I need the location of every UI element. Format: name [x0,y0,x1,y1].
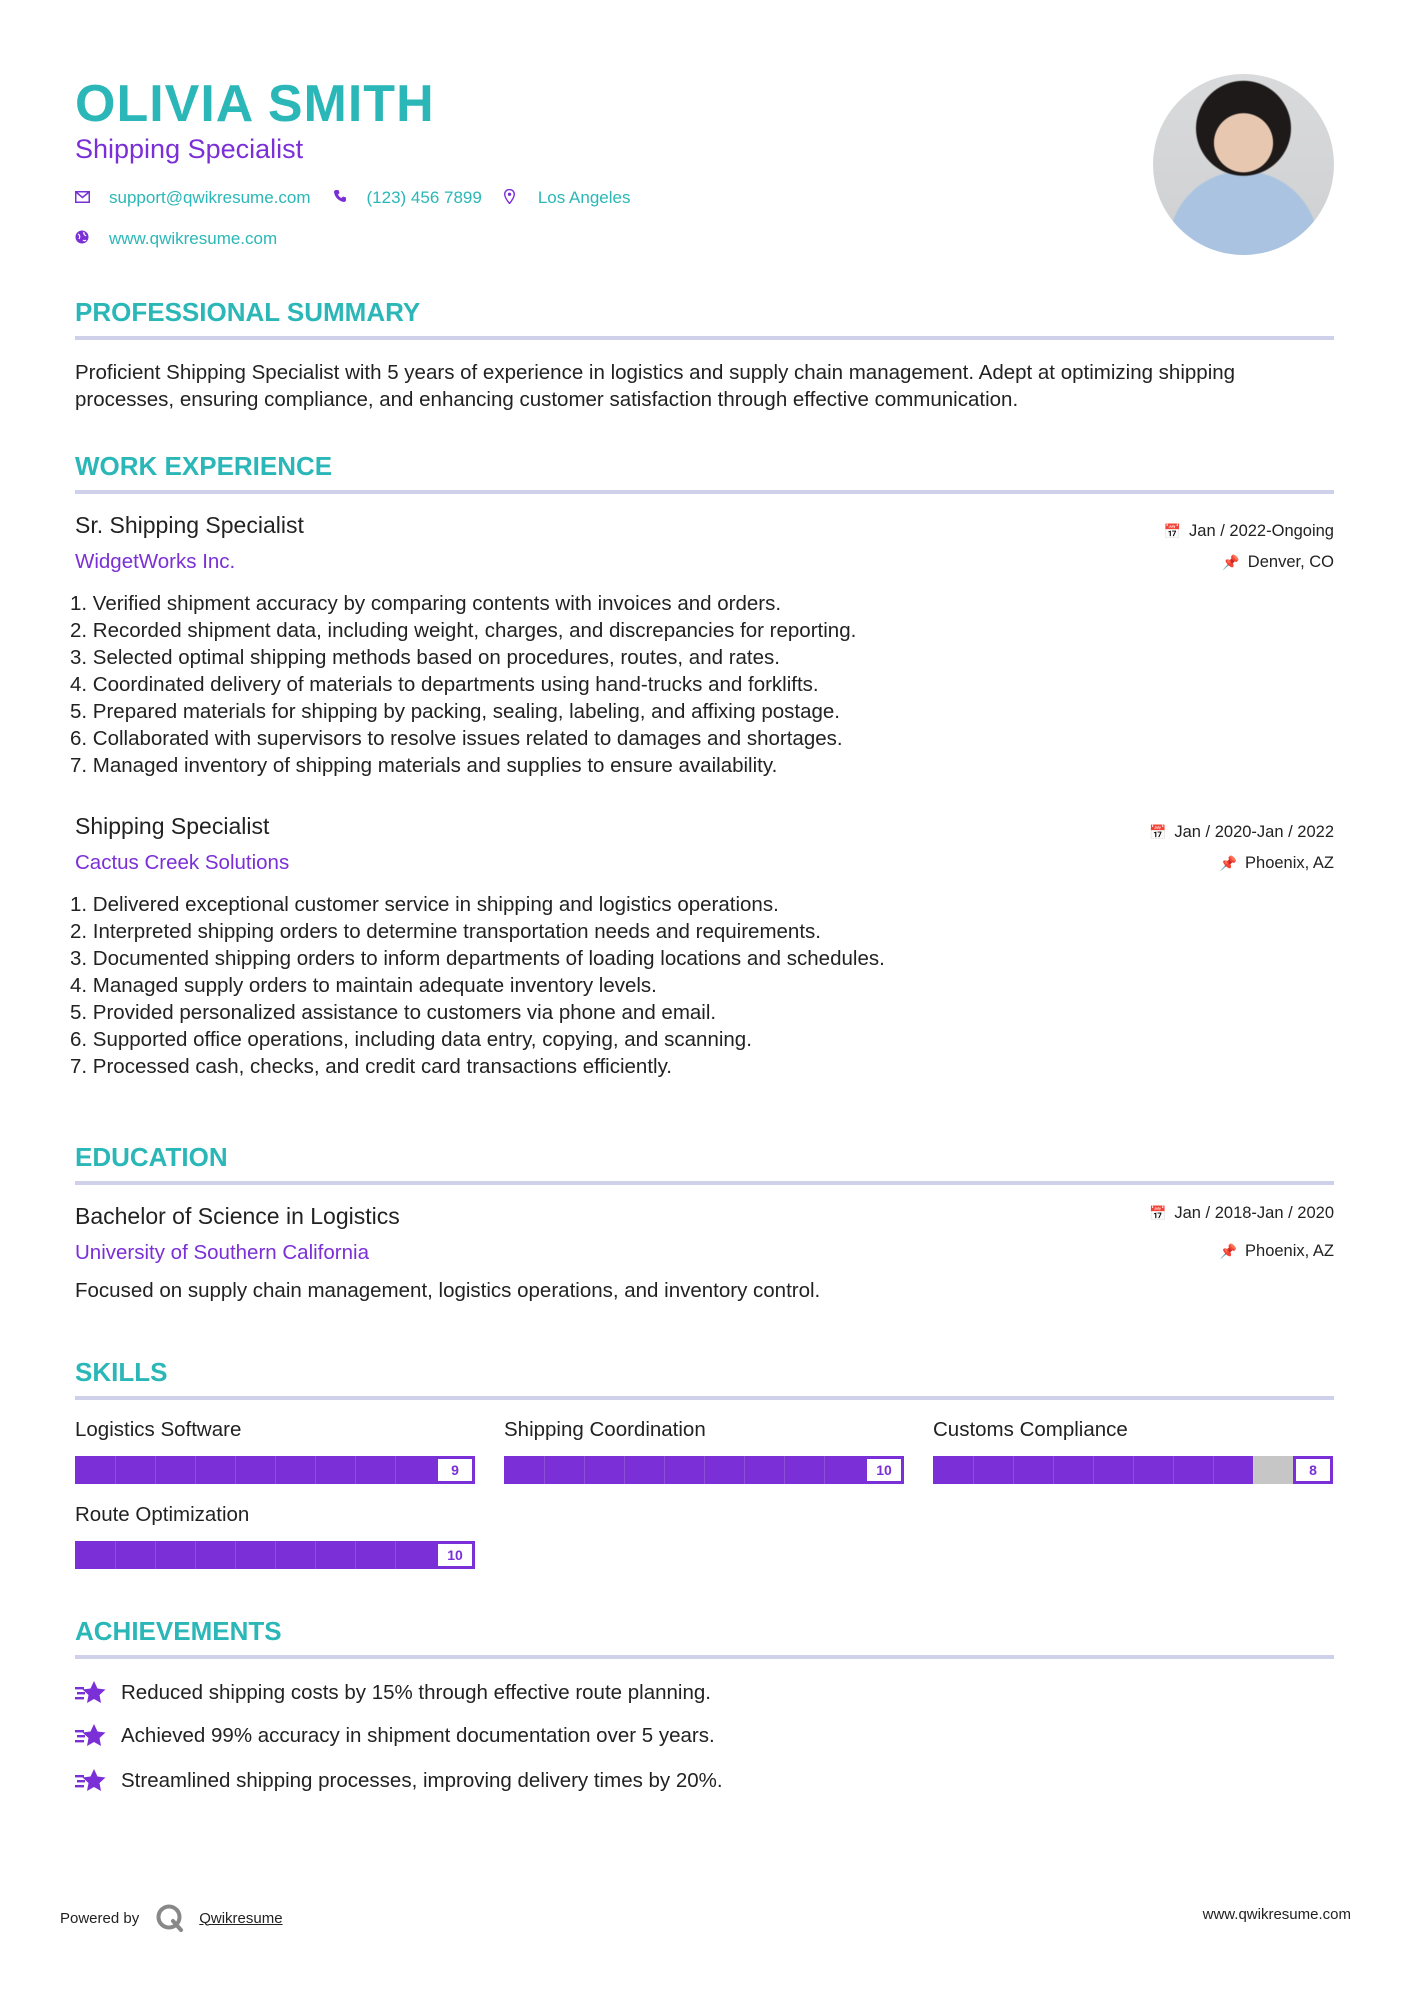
education-description: Focused on supply chain management, logistics operations, and inventory control. [75,1279,821,1302]
job-title: Sr. Shipping Specialist [75,512,304,538]
location-text: Los Angeles [537,188,631,207]
star-icon [75,1680,107,1706]
skill-bar-segment [1213,1456,1214,1484]
list-item: 5. Provided personalized assistance to customers via phone and email. [70,1001,717,1024]
calendar-icon: 📅 [1163,523,1182,539]
skill-bar-segment [624,1456,625,1484]
skills-heading: SKILLS [75,1357,168,1387]
skill-bar-segment [784,1456,785,1484]
skill-bar-segment [1053,1456,1054,1484]
list-item: 4. Coordinated delivery of materials to departments using hand-trucks and forklifts. [70,673,819,696]
skill-bar-segment [315,1541,316,1569]
contact-row [75,188,652,208]
summary-heading: PROFESSIONAL SUMMARY [75,297,421,327]
skill-bar-fill [75,1456,435,1484]
star-icon [75,1768,107,1794]
skill-bar-segment [395,1541,396,1569]
skill-bar [933,1456,1333,1484]
skill-name: Customs Compliance [933,1418,1128,1441]
phone-text: (123) 456 7899 [366,188,482,207]
section-divider [75,1181,1334,1185]
job-location-text: Phoenix, AZ [1245,854,1334,872]
skill-bar-segment [1093,1456,1094,1484]
footer-website-link[interactable]: www.qwikresume.com [1202,1906,1351,1923]
pushpin-icon: 📌 [1219,855,1238,871]
skill-name: Logistics Software [75,1418,242,1441]
section-divider [75,336,1334,340]
skill-score: 8 [1293,1456,1333,1484]
powered-by-label: Powered by [60,1909,140,1927]
job-duties [70,891,885,1080]
skill-name: Shipping Coordination [504,1418,706,1441]
list-item: 6. Collaborated with supervisors to resolve issues related to damages and shortages. [70,727,843,750]
candidate-role: Shipping Specialist [75,134,304,164]
list-item: 1. Delivered exceptional customer service in shipping and logistics operations. [70,893,779,916]
job-company: WidgetWorks Inc. [75,550,236,573]
achievement-text: Achieved 99% accuracy in shipment documentation over 5 years. [121,1724,715,1747]
education-location-text: Phoenix, AZ [1245,1242,1334,1260]
footer-brand-link[interactable]: Qwikresume [199,1909,283,1927]
list-item: 7. Managed inventory of shipping materials and supplies to ensure availability. [70,754,778,777]
skill-bar-segment [115,1456,116,1484]
skill-bar-segment [115,1541,116,1569]
skill-bar-segment [235,1456,236,1484]
skill-bar-segment [355,1456,356,1484]
section-divider [75,490,1334,494]
skill-bar-segment [664,1456,665,1484]
skill-bar-segment [195,1456,196,1484]
job-company: Cactus Creek Solutions [75,851,290,874]
degree-title: Bachelor of Science in Logistics [75,1203,400,1229]
pushpin-icon: 📌 [1222,554,1240,570]
section-divider [75,1396,1334,1400]
skill-bar-segment [1133,1456,1134,1484]
achievement-text: Reduced shipping costs by 15% through effective route planning. [121,1681,711,1704]
globe-icon [75,230,95,248]
calendar-icon: 📅 [1148,824,1167,840]
email-icon [75,190,95,207]
job-dates-text: Jan / 2022-Ongoing [1189,522,1334,540]
list-item: 2. Recorded shipment data, including weight, charges, and discrepancies for reporting. [70,619,857,642]
skill-bar-segment [275,1456,276,1484]
skill-bar-segment [1253,1456,1254,1484]
skill-name: Route Optimization [75,1503,250,1526]
skill-bar-segment [315,1456,316,1484]
list-item: 7. Processed cash, checks, and credit card transactions efficiently. [70,1055,673,1078]
profile-photo [1153,74,1334,255]
job-location [1222,553,1334,572]
location-pin-icon [504,189,524,208]
achievement-item [75,1768,723,1794]
list-item: 1. Verified shipment accuracy by comparing contents with invoices and orders. [70,592,782,615]
skill-bar-segment [544,1456,545,1484]
skill-bar-segment [704,1456,705,1484]
job-location-text: Denver, CO [1247,553,1334,571]
job-dates-text: Jan / 2020-Jan / 2022 [1174,823,1334,841]
email-link[interactable]: support@qwikresume.com [109,188,311,207]
website-row [75,229,299,249]
job-title: Shipping Specialist [75,813,270,839]
skill-bar-segment [973,1456,974,1484]
education-location [1220,1242,1334,1261]
skill-score: 10 [864,1456,904,1484]
candidate-name: OLIVIA SMITH [75,75,435,133]
skill-bar-segment [355,1541,356,1569]
skill-bar [504,1456,904,1484]
skill-score: 9 [435,1456,475,1484]
skill-bar-segment [155,1541,156,1569]
list-item: 5. Prepared materials for shipping by packing, sealing, labeling, and affixing postage. [70,700,840,723]
education-dates [1149,1204,1334,1223]
star-icon [75,1723,107,1749]
education-heading: EDUCATION [75,1142,228,1172]
education-dates-text: Jan / 2018-Jan / 2020 [1174,1204,1334,1222]
calendar-icon: 📅 [1148,1205,1167,1221]
skill-bar-segment [824,1456,825,1484]
job-dates [1149,823,1334,842]
phone-icon [333,189,353,207]
section-divider [75,1655,1334,1659]
skill-bar-segment [1173,1456,1174,1484]
skill-bar-segment [395,1456,396,1484]
achievement-text: Streamlined shipping processes, improving delivery times by 20%. [121,1769,723,1792]
achievement-item [75,1723,715,1749]
skill-bar-segment [1013,1456,1014,1484]
website-link[interactable]: www.qwikresume.com [109,229,278,248]
achievement-item [75,1680,711,1706]
experience-heading: WORK EXPERIENCE [75,451,333,481]
qwikresume-logo-icon [155,1903,185,1933]
skill-score: 10 [435,1541,475,1569]
summary-text: Proficient Shipping Specialist with 5 years of experience in logistics and supply chain management. Adept at optimizing shipping processes, ensuring compliance, and enhancing customer satisfaction through effective communication. [75,361,1236,411]
skill-bar [75,1456,475,1484]
skill-bar-segment [584,1456,585,1484]
skill-bar-segment [155,1456,156,1484]
skill-bar-segment [275,1541,276,1569]
list-item: 4. Managed supply orders to maintain adequate inventory levels. [70,974,657,997]
job-location [1220,854,1334,873]
list-item: 3. Selected optimal shipping methods based on procedures, routes, and rates. [70,646,780,669]
skill-bar [75,1541,475,1569]
list-item: 2. Interpreted shipping orders to determine transportation needs and requirements. [70,920,821,943]
pushpin-icon: 📌 [1219,1243,1238,1259]
skill-bar-segment [195,1541,196,1569]
achievements-heading: ACHIEVEMENTS [75,1616,282,1646]
list-item: 3. Documented shipping orders to inform departments of loading locations and schedules. [70,947,885,970]
job-dates [1164,522,1334,541]
skill-bar-segment [744,1456,745,1484]
school-name: University of Southern California [75,1241,369,1264]
job-duties [70,590,856,779]
skill-bar-segment [235,1541,236,1569]
footer-powered-by [60,1903,283,1933]
list-item: 6. Supported office operations, including data entry, copying, and scanning. [70,1028,752,1051]
